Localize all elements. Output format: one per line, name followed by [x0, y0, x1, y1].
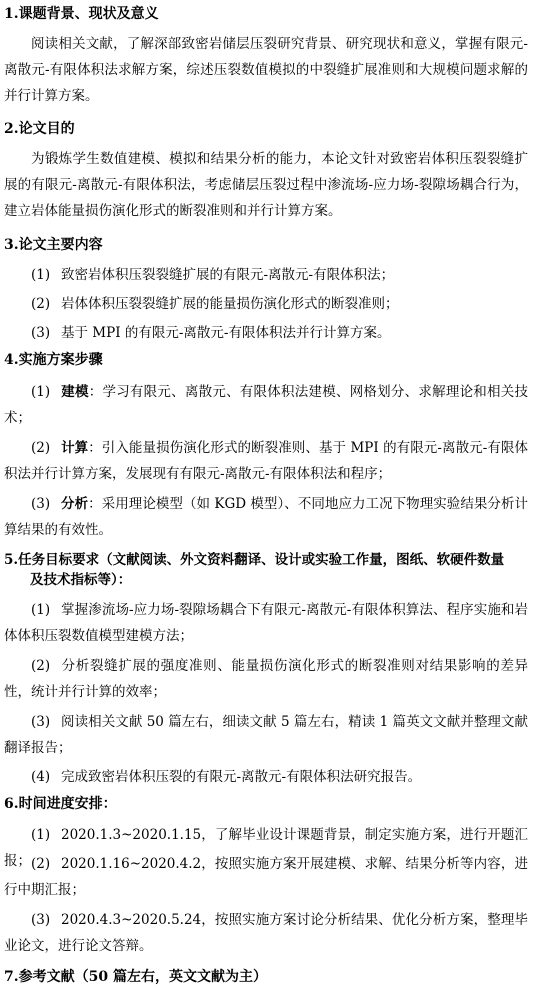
section-5-item-3	[4, 709, 528, 761]
item-text: 阅读相关文献 50 篇左右，细读文献 5 篇左右，精读 1 篇英文文献并整理文献翻译报告；	[4, 714, 528, 756]
section-6-item-2	[4, 851, 528, 903]
section-1-paragraph: 阅读相关文献，了解深部致密岩储层压裂研究背景、研究现状和意义，掌握有限元-离散元-有限体积法求解方案，综述压裂数值模拟的中裂缝扩展准则和大规模问题求解的并行计算方案。	[4, 36, 528, 104]
section-4-item-2	[4, 435, 528, 487]
section-3-heading: 3.论文主要内容	[4, 237, 103, 253]
item-keyword: 建模	[61, 384, 89, 400]
item-index: (2)	[31, 856, 51, 872]
section-2-heading: 2.论文目的	[4, 121, 75, 137]
section-1-heading: 1.课题背景、现状及意义	[4, 6, 159, 22]
item-text: 分析裂缝扩展的强度准则、能量损伤演化形式的断裂准则对结果影响的差异性，统计并行计算的效率；	[4, 658, 528, 700]
section-3-item-1	[4, 262, 528, 288]
section-5-item-4	[4, 764, 528, 790]
item-text: 2020.4.3~2020.5.24，按照实施方案讨论分析结果、优化分析方案，整理毕业论文，进行论文答辩。	[4, 912, 528, 954]
item-index: (2)	[31, 296, 51, 312]
section-4-item-3	[4, 491, 528, 543]
item-text: 致密岩体积压裂裂缝扩展的有限元-离散元-有限体积法；	[61, 267, 395, 283]
item-text: ：引入能量损伤演化形式的断裂准则、基于 MPI 的有限元-离散元-有限体积法并行计算方案，发展现有有限元-离散元-有限体积法和程序；	[4, 440, 528, 482]
section-5-heading: 5.任务目标要求（文献阅读、外文资料翻译、设计或实验工作量，图纸、软硬件数量	[4, 552, 505, 568]
section-2-paragraph: 为锻炼学生数值建模、模拟和结果分析的能力，本论文针对致密岩体积压裂裂缝扩展的有限元-离散元-有限体积法，考虑储层压裂过程中渗流场-应力场-裂隙场耦合行为，建立岩体能量损伤演化形式的断裂准则和并行计算方案。	[4, 151, 528, 219]
item-keyword: 分析	[61, 496, 89, 512]
item-index: (3)	[31, 325, 51, 341]
item-index: (4)	[31, 769, 51, 785]
item-text: ：采用理论模型（如 KGD 模型）、不同地应力工况下物理实验结果分析计算结果的有效性。	[4, 496, 529, 538]
section-3-item-2	[4, 291, 528, 317]
item-text: 基于 MPI 的有限元-离散元-有限体积法并行计算方案。	[61, 325, 391, 341]
item-index: (1)	[31, 267, 51, 283]
item-text: 掌握渗流场-应力场-裂隙场耦合下有限元-离散元-有限体积算法、程序实施和岩体体积压裂数值模型建模方法；	[4, 602, 528, 644]
section-5-item-2	[4, 653, 528, 705]
section-7-heading: 7.参考文献（50 篇左右，英文文献为主）	[4, 969, 267, 985]
section-4-heading: 4.实施方案步骤	[4, 352, 103, 368]
item-text: 2020.1.3~2020.1.15，了解毕业设计课题背景，制定实施方案，进行开题汇报；	[4, 827, 528, 869]
item-text: 2020.1.16~2020.4.2，按照实施方案开展建模、求解、结果分析等内容，进行中期汇报；	[4, 856, 528, 898]
item-index: (3)	[31, 714, 51, 730]
section-6-heading: 6.时间进度安排：	[4, 796, 117, 812]
item-index: (2)	[31, 440, 51, 456]
item-text: 完成致密岩体积压裂的有限元-离散元-有限体积法研究报告。	[61, 769, 422, 785]
section-6-item-3	[4, 907, 528, 959]
item-keyword: 计算	[61, 440, 89, 456]
section-4-item-1	[4, 379, 528, 431]
item-index: (2)	[31, 658, 51, 674]
section-5-item-1	[4, 597, 528, 649]
item-index: (3)	[31, 496, 51, 512]
item-text: ：学习有限元、离散元、有限体积法建模、网格划分、求解理论和相关技术；	[4, 384, 529, 426]
section-5-heading-cont: 及技术指标等）：	[30, 572, 132, 588]
item-index: (1)	[31, 384, 51, 400]
item-text: 岩体体积压裂裂缝扩展的能量损伤演化形式的断裂准则；	[61, 296, 399, 312]
item-index: (1)	[31, 602, 51, 618]
item-index: (3)	[31, 912, 51, 928]
section-3-item-3	[4, 320, 528, 346]
item-index: (1)	[31, 827, 51, 843]
